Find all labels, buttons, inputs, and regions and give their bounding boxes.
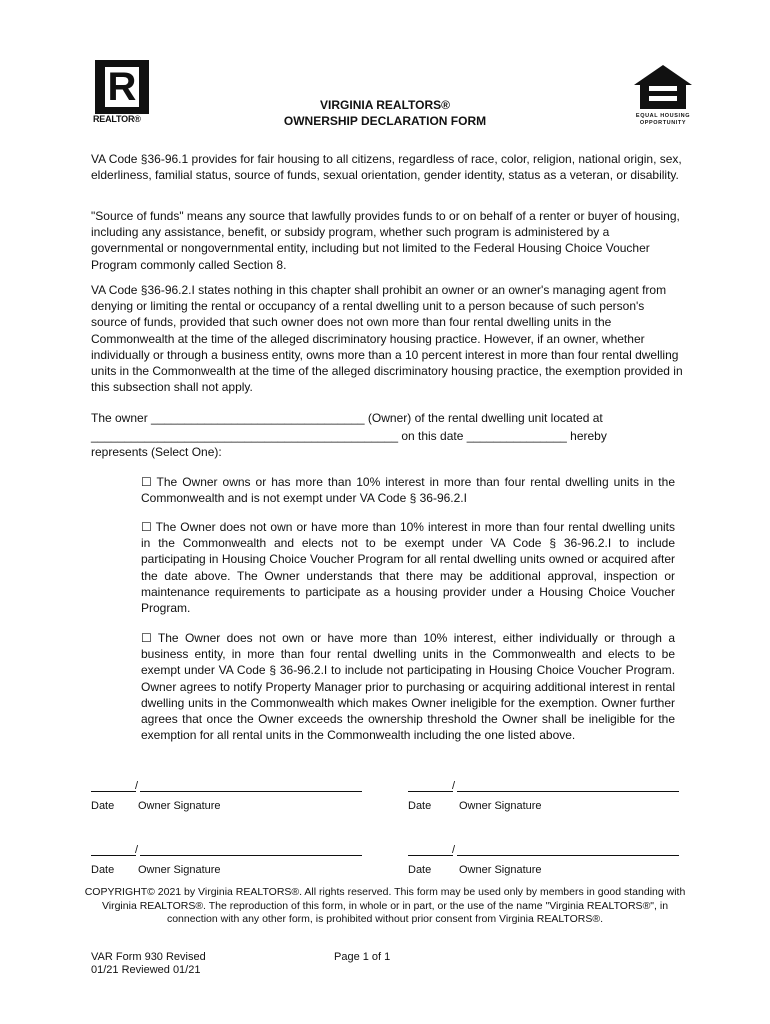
date-line-3[interactable] (91, 855, 136, 856)
owner-statement-line-3: represents (Select One): (91, 445, 222, 459)
form-id-line-2: 01/21 Reviewed 01/21 (91, 964, 201, 976)
owner-statement-line-1[interactable]: The owner ________________________________ (Owner) of the rental dwelling unit located at (91, 411, 603, 425)
signature-line-4[interactable] (457, 855, 679, 856)
option-elect-not-exempt[interactable]: ☐ The Owner does not own or have more than 10% interest in more than four rental dwelling units in the Commonwealth and elects not to be exempt under VA Code § 36-96.2.I to include participating in Housing Choice Voucher Program for all rental dwelling units owned or acquired after the date above. The Owner understands that there may be additional approval, inspection or maintenance requirements to participate as a housing provider under a Housing Choice Voucher Program. (141, 520, 675, 616)
signature-line-3[interactable] (140, 855, 362, 856)
form-title-line-1: VIRGINIA REALTORS® (320, 98, 450, 112)
form-title-line-2: OWNERSHIP DECLARATION FORM (283, 114, 487, 128)
copyright-notice: COPYRIGHT© 2021 by Virginia REALTORS®. All rights reserved. This form may be used only by members in good standing with Virginia REALTORS®. The reproduction of this form, in whole or in part, or the use of the name "Virginia REALTORS®", in connection with any other form, is prohibited without prior consent from Virginia REALTORS®. (84, 886, 686, 925)
realtor-r-letter: R (107, 65, 137, 109)
paragraph-exemption: VA Code §36-96.2.I states nothing in this chapter shall prohibit an owner or an owner's managing agent from denying or limiting the rental or occupancy of a rental dwelling unit to a person because of such person's source of funds, provided that such owner does not own more than four rental dwelling units in the Commonwealth at the time of the alleged discriminatory housing practice. However, if an owner, whether individually or through a business entity, owns more than a 10 percent interest in more than four rental dwelling units in the Commonwealth at the time of the alleged discriminatory housing practice, the exemption provided in this subsection shall not apply. (91, 283, 683, 395)
slash-1: / (135, 780, 139, 792)
form-id-line-1: VAR Form 930 Revised (91, 951, 206, 963)
owner-signature-label-3: Owner Signature (138, 864, 221, 876)
signature-line-2[interactable] (457, 791, 679, 792)
date-line-4[interactable] (408, 855, 453, 856)
date-label-3: Date (91, 864, 115, 876)
date-label-1: Date (91, 800, 115, 812)
paragraph-fair-housing: VA Code §36-96.1 provides for fair housing to all citizens, regardless of race, color, religion, national origin, sex, elderliness, familial status, source of funds, sexual orientation, gender identity, status as a veteran, or disability. (91, 152, 682, 183)
paragraph-source-of-funds: "Source of funds" means any source that lawfully provides funds to or on behalf of a renter or buyer of housing, including any assistance, benefit, or subsidy program, whether such program is administered by a governmental or nongovernmental entity, including but not limited to the Federal Housing Choice Voucher Program commonly called Section 8. (91, 209, 680, 272)
page-number: Page 1 of 1 (334, 951, 391, 963)
owner-signature-label-2: Owner Signature (459, 800, 542, 812)
slash-3: / (135, 844, 139, 856)
signature-line-1[interactable] (140, 791, 362, 792)
owner-signature-label-4: Owner Signature (459, 864, 542, 876)
option-elect-exempt[interactable]: ☐ The Owner does not own or have more than 10% interest, either individually or through a business entity, in more than four rental dwelling units in the Commonwealth and elects to be exempt under VA Code § 36-96.2.I to include not participating in Housing Choice Voucher Program. Owner agrees to notify Property Manager prior to purchasing or acquiring additional interest in rental dwelling units in the Commonwealth which makes Owner ineligible for the exemption. Owner further agrees that once the Owner exceeds the ownership threshold the Owner shall be ineligible for the exemption for all rental units in the Commonwealth including the one listed above. (141, 631, 675, 743)
date-label-2: Date (408, 800, 432, 812)
owner-signature-label-1: Owner Signature (138, 800, 221, 812)
date-label-4: Date (408, 864, 432, 876)
form-id (91, 951, 206, 977)
date-line-1[interactable] (91, 791, 136, 792)
eho-line-2: OPPORTUNITY (639, 120, 687, 126)
owner-statement-line-2[interactable]: ______________________________________________ on this date _______________ hereby (91, 429, 607, 443)
option-not-exempt[interactable]: ☐ The Owner owns or has more than 10% interest in more than four rental dwelling units in the Commonwealth and is not exempt under VA Code § 36-96.2.I (141, 475, 675, 506)
realtor-wordmark: REALTOR® (93, 114, 141, 124)
date-line-2[interactable] (408, 791, 453, 792)
slash-2: / (452, 780, 456, 792)
slash-4: / (452, 844, 456, 856)
eho-line-1: EQUAL HOUSING (635, 113, 691, 119)
